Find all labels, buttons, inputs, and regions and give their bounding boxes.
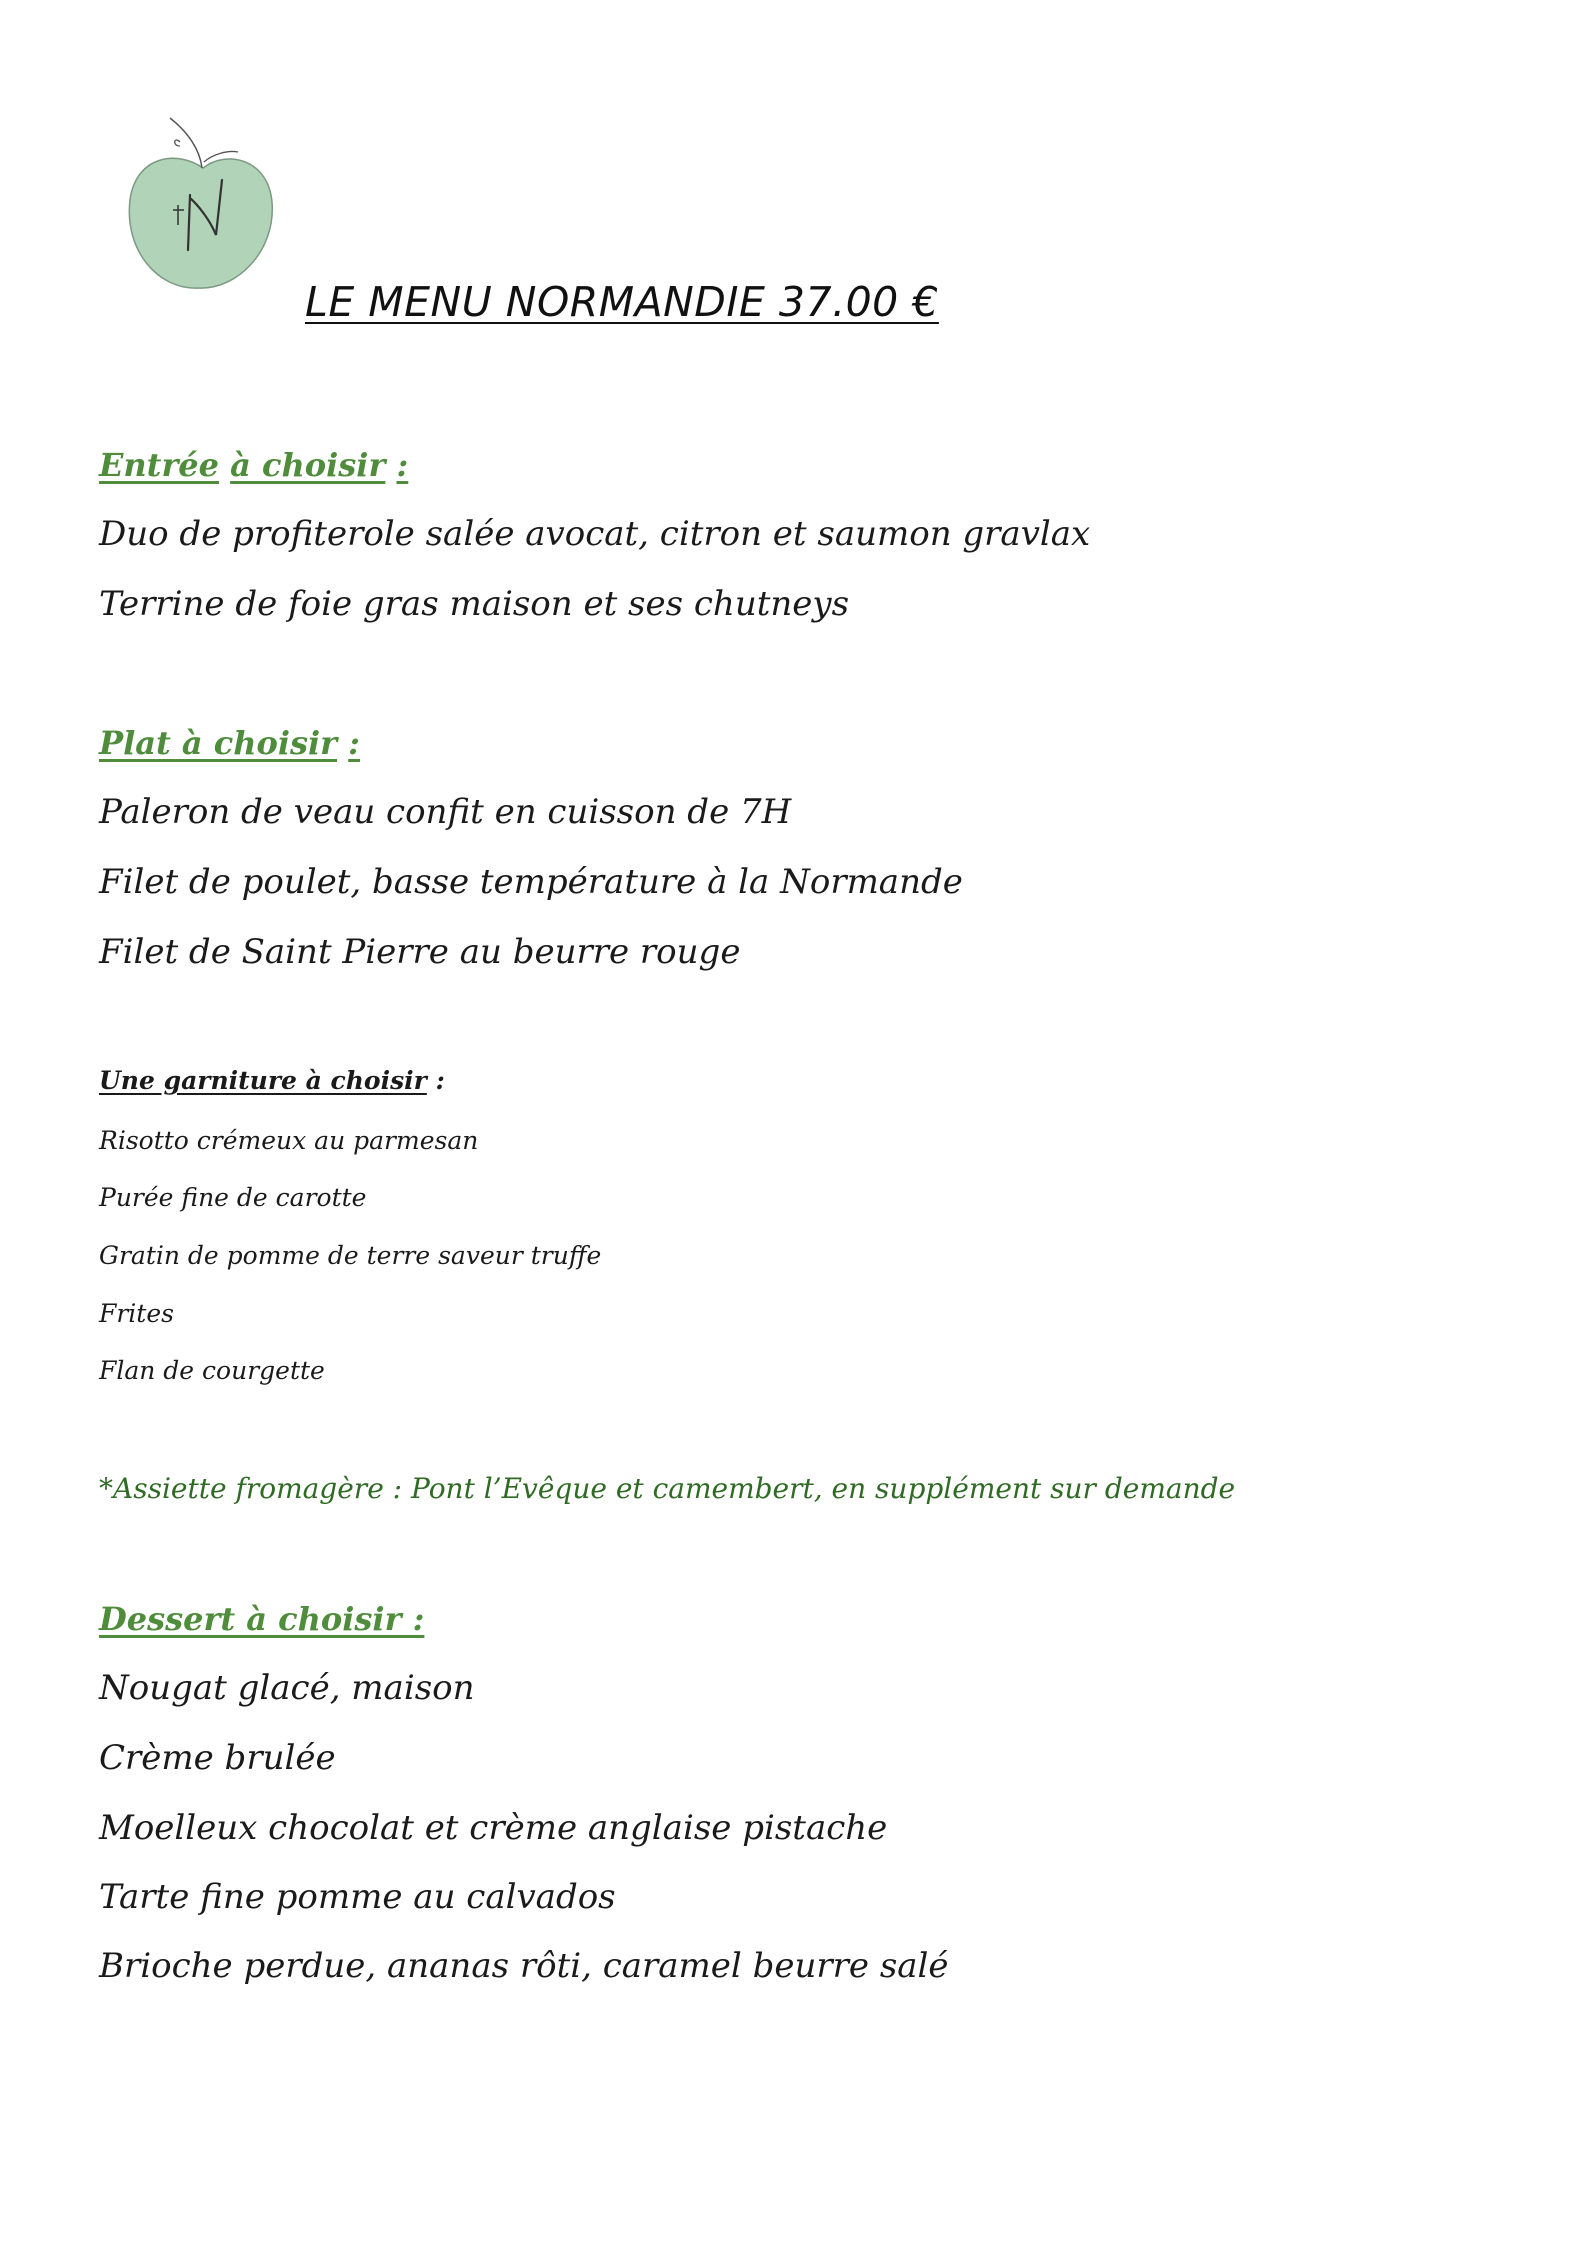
plat-heading xyxy=(99,724,360,762)
entree-heading-choose: à choisir xyxy=(230,446,386,484)
garniture-item-1: Risotto crémeux au parmesan xyxy=(99,1126,479,1155)
entree-item-2: Terrine de foie gras maison et ses chutneys xyxy=(99,584,850,624)
plat-item-3: Filet de Saint Pierre au beurre rouge xyxy=(99,932,741,972)
dessert-item-4: Tarte fine pomme au calvados xyxy=(99,1877,616,1917)
dessert-heading-text: Dessert à choisir : xyxy=(99,1600,425,1638)
entree-item-1: Duo de profiterole salée avocat, citron et saumon gravlax xyxy=(99,514,1091,554)
plat-heading-text: Plat à choisir xyxy=(99,724,338,762)
plat-heading-colon: : xyxy=(348,724,360,762)
entree-heading xyxy=(99,446,408,484)
garniture-item-3: Gratin de pomme de terre saveur truffe xyxy=(99,1241,602,1270)
dessert-item-1: Nougat glacé, maison xyxy=(99,1668,475,1708)
entree-heading-word: Entrée xyxy=(99,446,220,484)
dessert-item-5: Brioche perdue, ananas rôti, caramel beurre salé xyxy=(99,1946,949,1986)
plat-item-2: Filet de poulet, basse température à la Normande xyxy=(99,862,963,902)
garniture-item-2: Purée fine de carotte xyxy=(99,1183,367,1212)
entree-heading-colon: : xyxy=(396,446,409,484)
apple-logo-icon xyxy=(118,110,288,300)
menu-title: LE MENU NORMANDIE 37.00 € xyxy=(305,278,939,326)
dessert-item-3: Moelleux chocolat et crème anglaise pistache xyxy=(99,1808,888,1848)
garniture-item-5: Flan de courgette xyxy=(99,1356,325,1385)
garniture-heading xyxy=(99,1066,445,1095)
cheese-plate-note: *Assiette fromagère : Pont l’Evêque et camembert, en supplément sur demande xyxy=(99,1472,1236,1505)
dessert-heading xyxy=(99,1600,424,1638)
garniture-heading-text: Une garniture à choisir xyxy=(99,1066,427,1095)
garniture-heading-colon: : xyxy=(435,1066,445,1095)
plat-item-1: Paleron de veau confit en cuisson de 7H xyxy=(99,792,792,832)
dessert-item-2: Crème brulée xyxy=(99,1738,336,1778)
garniture-item-4: Frites xyxy=(99,1299,174,1328)
